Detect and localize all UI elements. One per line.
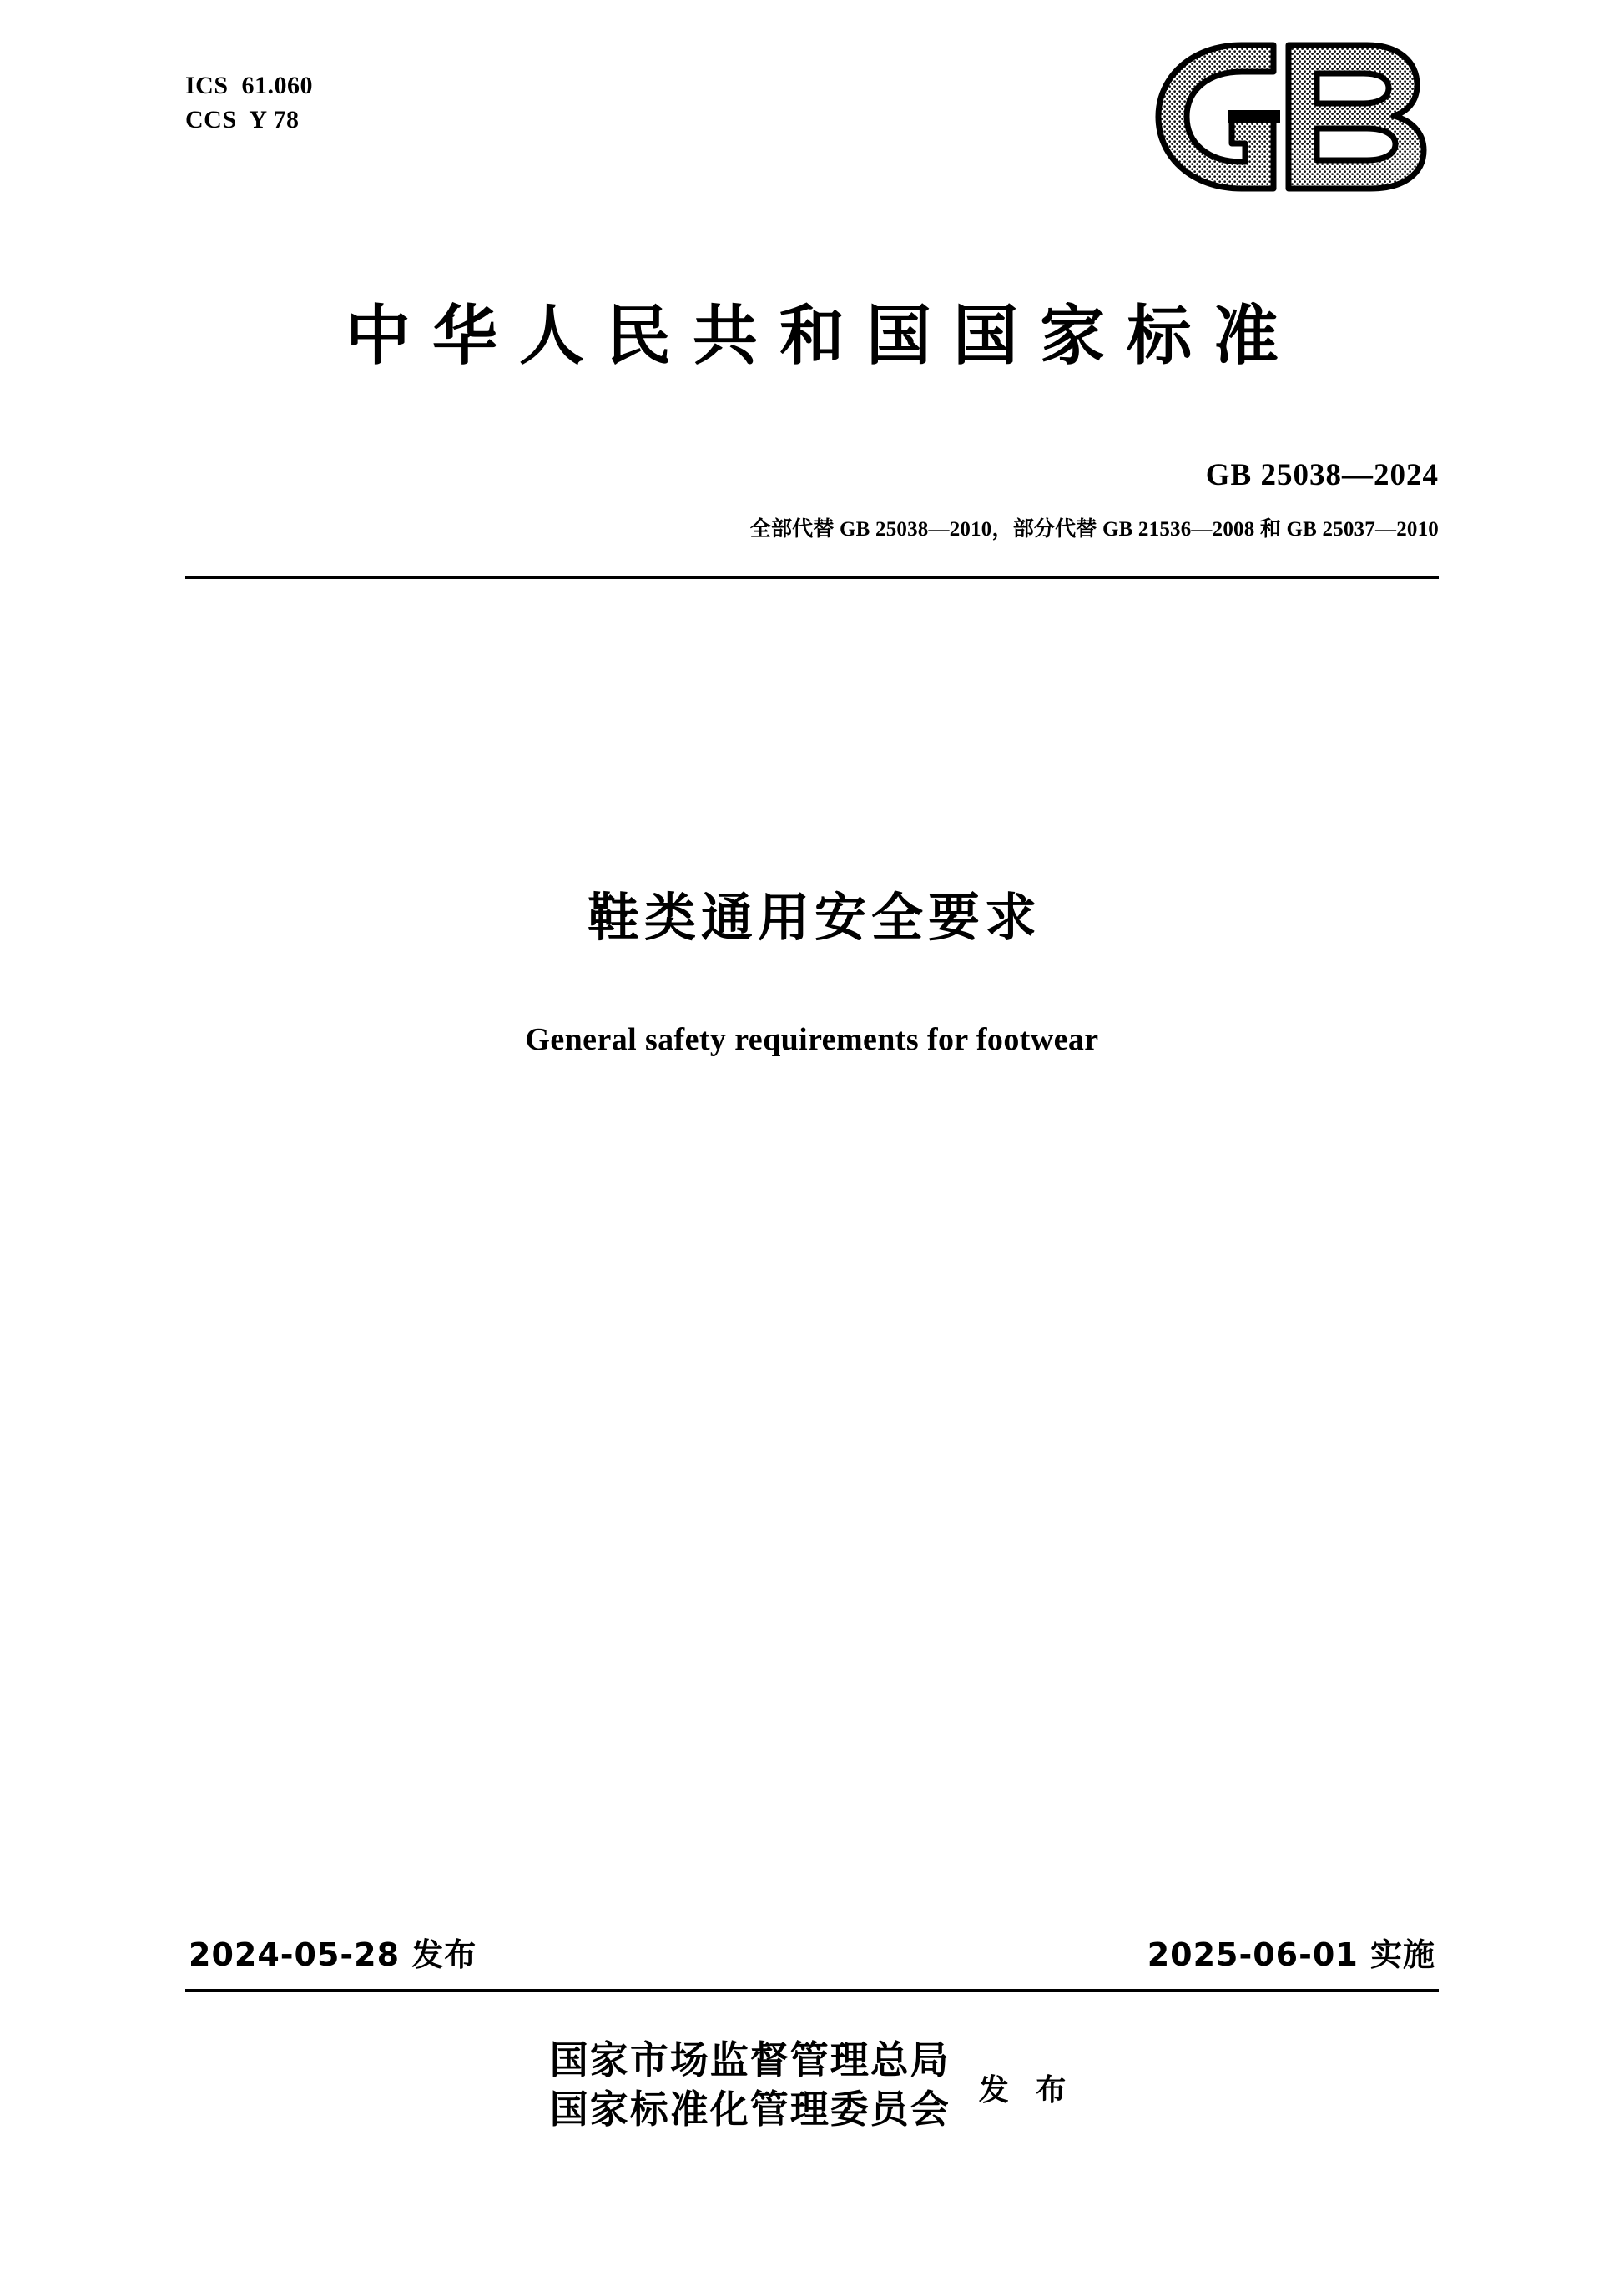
divider-bottom bbox=[185, 1989, 1439, 1992]
issue-date: 2024-05-28 发布 bbox=[189, 1936, 477, 1973]
ccs-code: CCS Y 78 bbox=[185, 106, 300, 134]
page-title: 中华人民共和国国家标准 bbox=[345, 298, 1300, 374]
effective-date: 2025-06-01 实施 bbox=[1147, 1936, 1435, 1973]
issuer-action: 发 布 bbox=[978, 2073, 1075, 2108]
issuer-line-1: 国家市场监督管理总局 bbox=[549, 2037, 951, 2082]
document-title-en: General safety requirements for footwear bbox=[525, 1022, 1099, 1057]
classification-block bbox=[185, 68, 313, 138]
issuer-line-2: 国家标准化管理委员会 bbox=[549, 2086, 951, 2132]
issuer-block bbox=[0, 2036, 1624, 2134]
document-title-cn: 鞋类通用安全要求 bbox=[587, 887, 1041, 948]
replaced-standards: 全部代替 GB 25038—2010，部分代替 GB 21536—2008 和 GB 25037—2010 bbox=[749, 518, 1439, 541]
ics-code: ICS 61.060 bbox=[185, 72, 314, 99]
gb-logo-icon bbox=[1148, 40, 1465, 194]
standard-number: GB 25038—2024 bbox=[1205, 458, 1439, 492]
issuer-names bbox=[550, 2036, 951, 2134]
divider-top bbox=[185, 576, 1439, 579]
